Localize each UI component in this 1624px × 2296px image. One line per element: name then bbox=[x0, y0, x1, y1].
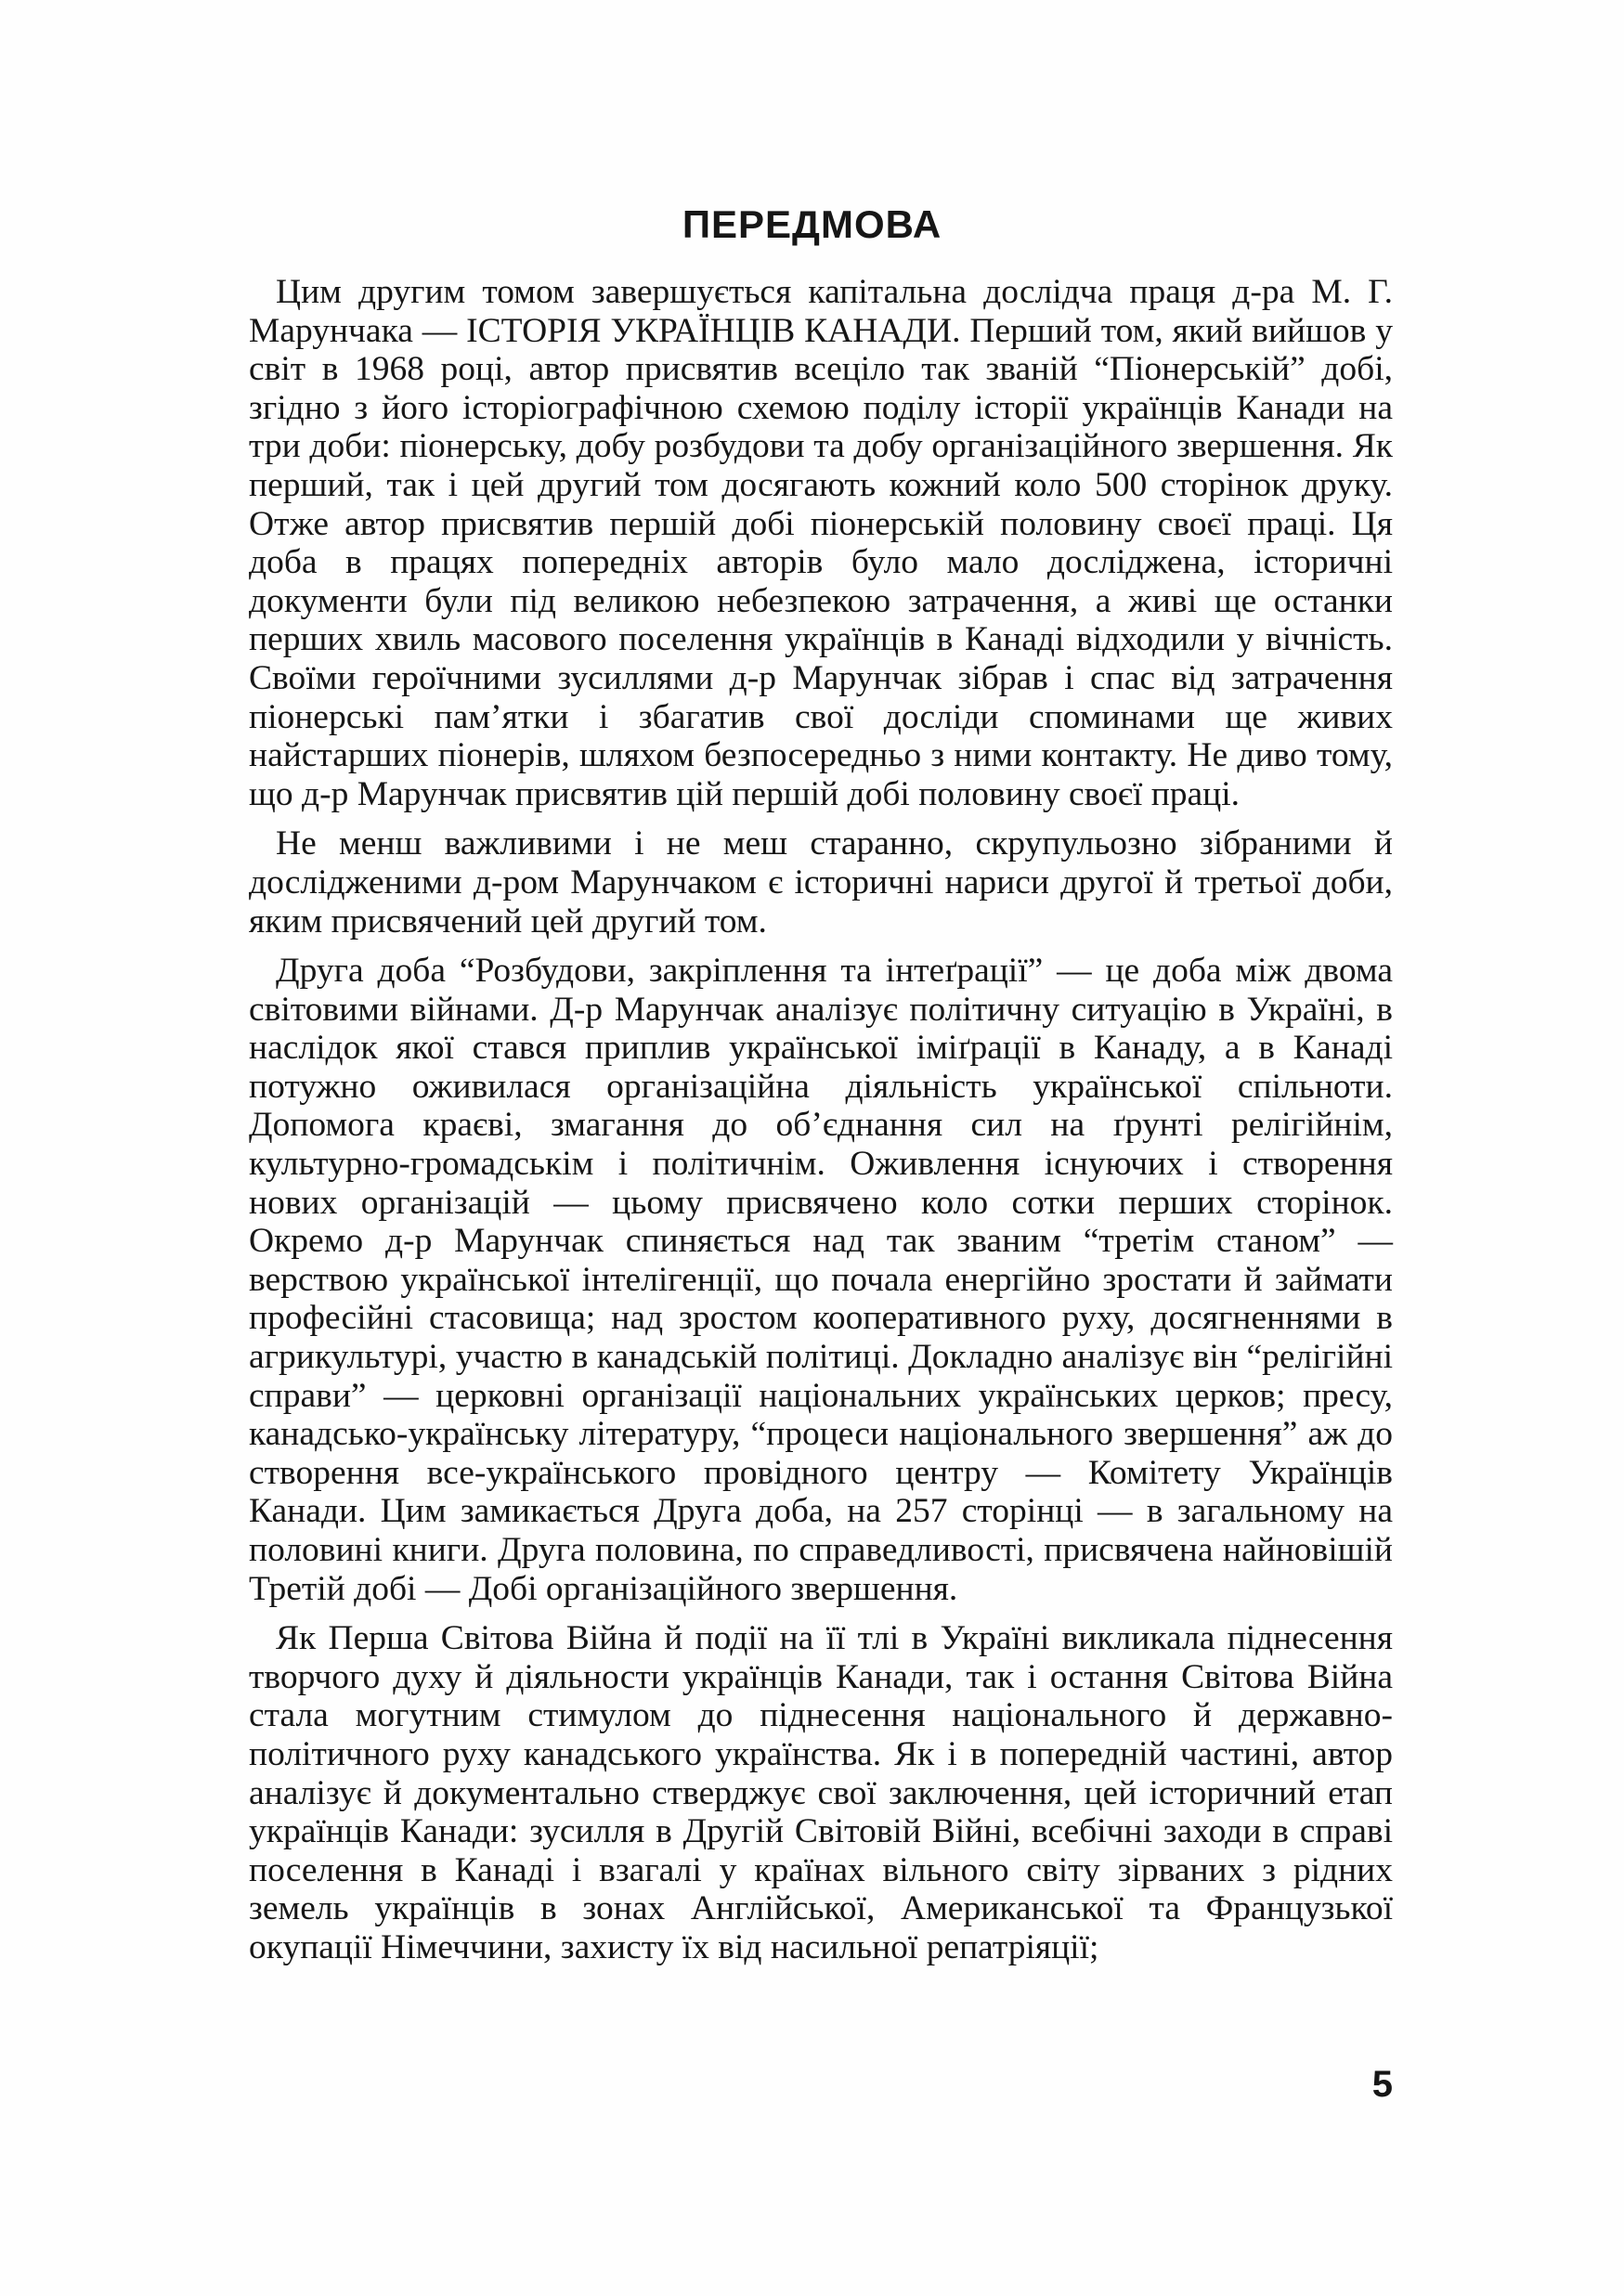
paragraph: Не менш важливими і не меш старанно, скрупульозно зібраними й дослідженими д-ром Марунчаком є історичні нариси другої й третьої доби, яким присвячений цей другий том. bbox=[249, 824, 1393, 940]
page-title: ПЕРЕДМОВА bbox=[682, 202, 942, 246]
paragraph: Як Перша Світова Війна й події на її тлі в Україні викликала піднесення творчого духу й діяльности українців Канади, так і остання Світова Війна стала могутним стимулом до піднесення національного й державно-політичного руху канадського українства. Як і в попередній частині, автор аналізує й документально стверджує свої заключення, цей історичний етап українців Канади: зусилля в Другій Світовій Війні, всебічні заходи в справі поселення в Канаді і взагалі у країнах вільного світу зірваних з рідних земель українців в зонах Англійської, Американської та Французької окупації Німеччини, захисту їх від насильної репатріяції; bbox=[249, 1619, 1393, 1966]
page-number: 5 bbox=[1371, 2064, 1393, 2105]
paragraph: Цим другим томом завершується капітальна дослідча праця д-ра М. Г. Марунчака — ІСТОРІЯ УКРАЇНЦІВ КАНАДИ. Перший том, який вийшов у світ в 1968 році, автор присвятив всеціло так званій “Піонерській” добі, згідно з його історіографічною схемою поділу історії українців Канади на три доби: піонерську, добу розбудови та добу організаційного звершення. Як перший, так і цей другий том досягають кожний коло 500 сторінок друку. Отже автор присвятив першій добі піонерській половину своєї праці. Ця доба в працях попередніх авторів було мало досліджена, історичні документи були під великою небезпекою затрачення, а живі ще останки перших хвиль масового поселення українців в Канаді відходили у вічність. Своїми героїчними зусиллями д-р Марунчак зібрав і спас від затрачення піонерські пам’ятки і збагатив свої досліди споминами ще живих найстарших піонерів, шляхом безпосередньо з ними контакту. Не диво тому, що д-р Марунчак присвятив цій першій добі половину своєї праці. bbox=[249, 273, 1393, 813]
paragraph: Друга доба “Розбудови, закріплення та інтеґрації” — це доба між двома світовими війнами. Д-р Марунчак аналізує політичну ситуацію в Україні, в наслідок якої стався приплив української іміґрації в Канаду, а в Канаді потужно оживилася організаційна діяльність української спільноти. Допомога краєві, змагання до об’єднання сил на ґрунті релігійнім, культурно-громадськім і політичнім. Оживлення існуючих і створення нових організацій — цьому присвячено коло сотки перших сторінок. Окремо д-р Марунчак спиняється над так званим “третім станом” — верствою української інтелігенції, що почала енергійно зростати й займати професійні стасовища; над зростом кооперативного руху, досягненнями в агрикультурі, участю в канадській політиці. Докладно аналізує він “релігійні справи” — церковні організації національних українських церков; пресу, канадсько-українську літературу, “процеси національного звершення” аж до створення все-українського провідного центру — Комітету Українців Канади. Цим замикається Друга доба, на 257 сторінці — в загальному на половині книги. Друга половина, по справедливості, присвячена найновішій Третій добі — Добі організаційного звершення. bbox=[249, 952, 1393, 1608]
body-text bbox=[249, 273, 1393, 1978]
